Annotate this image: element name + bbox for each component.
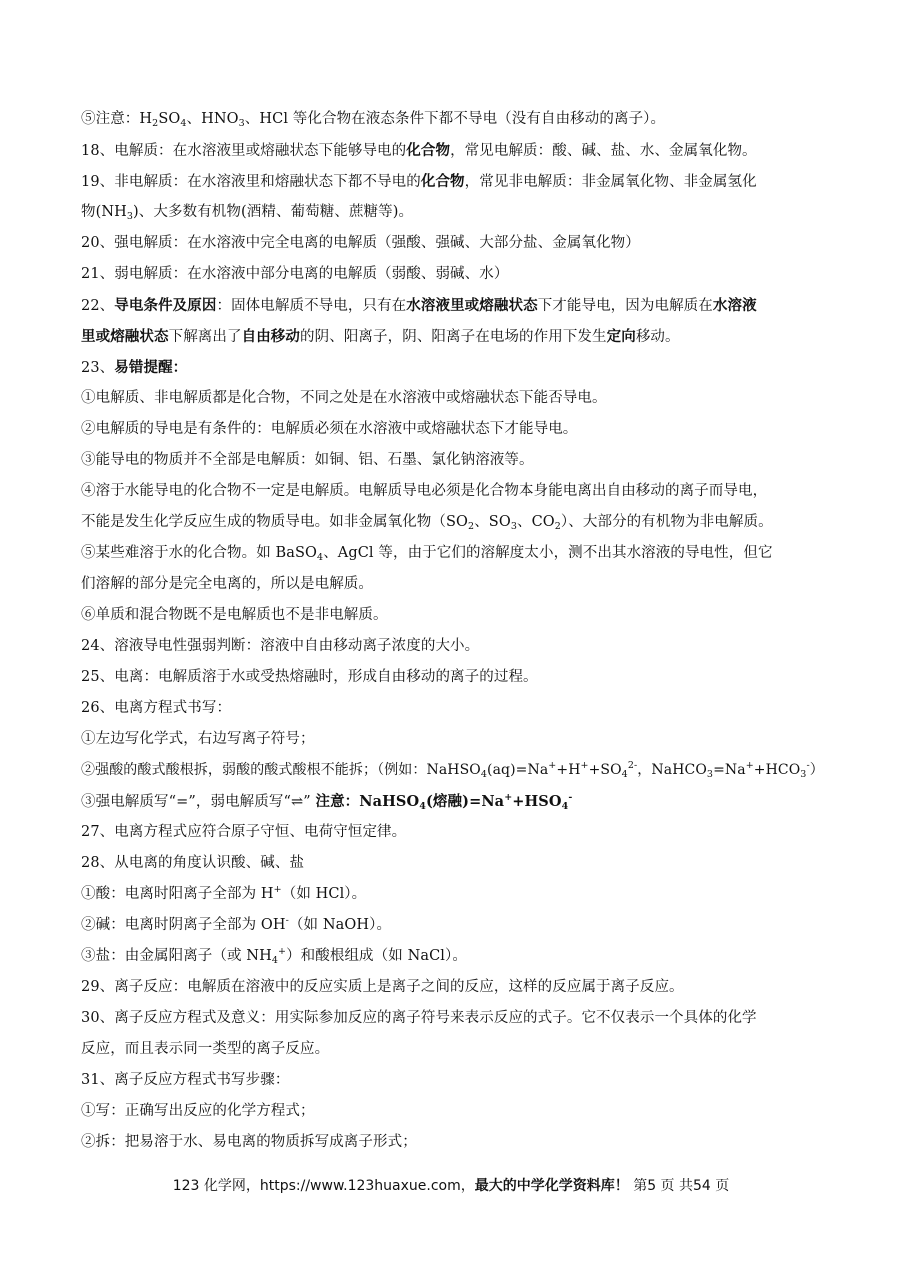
item-25: 25、电离：电解质溶于水或受热熔融时，形成自由移动的离子的过程。: [81, 669, 538, 685]
item-18: 18、电解质：在水溶液里或熔融状态下能够导电的化合物，常见电解质：酸、碱、盐、水、金属氧化物。: [81, 142, 757, 159]
footer-slogan: 最大的中学化学资料库！: [474, 1178, 629, 1194]
text-line: ①酸：电离时阳离子全部为 H+（如 HCl）。: [81, 884, 367, 902]
text-line: ①左边写化学式，右边写离子符号；: [81, 731, 315, 747]
text-line: ⑤某些难溶于水的化合物。如 BaSO$_4$、AgCl 等，由于它们的溶解度太小，测不出其水溶液的导电性，但它: [81, 545, 773, 563]
text-line: ①电解质、非电解质都是化合物，不同之处是在水溶液中或熔融状态下能否导电。: [81, 390, 607, 406]
text-line: 反应，而且表示同一类型的离子反应。: [81, 1041, 330, 1057]
footer-site: 123 化学网，https://www.123huaxue.com，: [172, 1178, 475, 1194]
text-line: ②电解质的导电是有条件的：电解质必须在水溶液中或熔融状态下才能导电。: [81, 421, 578, 437]
text-line: ①写：正确写出反应的化学方程式；: [81, 1103, 315, 1119]
text-line: ③强电解质写“=”，弱电解质写“⇌” 注意：NaHSO$_4$(熔融)$=Na^++HSO_4^-$: [81, 792, 573, 812]
item-24: 24、溶液导电性强弱判断：溶液中自由移动离子浓度的大小。: [81, 638, 480, 654]
text-line: 里或熔融状态下解离出了自由移动的阴、阳离子，阴、阳离子在电场的作用下发生定向移动。: [81, 328, 680, 345]
item-19: 19、非电解质：在水溶液里和熔融状态下都不导电的化合物，常见非电解质：非金属氧化物、非金属氢化: [81, 173, 757, 190]
text-line: ⑥单质和混合物既不是电解质也不是非电解质。: [81, 607, 388, 623]
item-21: 21、弱电解质：在水溶液中部分电离的电解质（弱酸、弱碱、水）: [81, 266, 509, 282]
text-line: ②碱：电离时阴离子全部为 OH-（如 NaOH）。: [81, 915, 392, 933]
text-line: 不能是发生化学反应生成的物质导电。如非金属氧化物（$SO_2$、$SO_3$、$CO_2$）、大部分的有机物为非电解质。: [81, 514, 773, 532]
text-line: 们溶解的部分是完全电离的，所以是电解质。: [81, 576, 373, 592]
item-20: 20、强电解质：在水溶液中完全电离的电解质（强酸、强碱、大部分盐、金属氧化物）: [81, 235, 640, 251]
text-line: ⑤注意：$H_2SO_4$、$HNO_3$、HCl 等化合物在液态条件下都不导电（没有自由移动的离子）。: [81, 111, 666, 129]
text-line: ②强酸的酸式酸根拆，弱酸的酸式酸根不能拆；（例如：$NaHSO_4(aq)=Na^++H^++SO_4^{2-}$，$NaHCO_3=Na^++HCO_3^-$）: [81, 760, 824, 780]
text-line: ③盐：由金属阳离子（或 $NH_4^+$）和酸根组成（如 NaCl）。: [81, 946, 467, 966]
item-31: 31、离子反应方程式书写步骤：: [81, 1072, 290, 1088]
item-22: 22、导电条件及原因：固体电解质不导电，只有在水溶液里或熔融状态下才能导电，因为电解质在水溶液: [81, 297, 757, 314]
item-29: 29、离子反应：电解质在溶液中的反应实质上是离子之间的反应，这样的反应属于离子反应。: [81, 979, 684, 995]
item-23: 23、易错提醒：: [81, 359, 188, 376]
item-28: 28、从电离的角度认识酸、碱、盐: [81, 855, 305, 871]
page-footer: [0, 1176, 902, 1196]
item-30: 30、离子反应方程式及意义：用实际参加反应的离子符号来表示反应的式子。它不仅表示一个具体的化学: [81, 1010, 757, 1026]
text-line: ④溶于水能导电的化合物不一定是电解质。电解质导电必须是化合物本身能电离出自由移动的离子而导电，: [81, 483, 768, 499]
text-line: ③能导电的物质并不全部是电解质：如铜、铝、石墨、氯化钠溶液等。: [81, 452, 534, 468]
item-26: 26、电离方程式书写：: [81, 700, 232, 716]
document-body: [81, 104, 831, 1158]
text-line: ②拆：把易溶于水、易电离的物质拆写成离子形式；: [81, 1134, 417, 1150]
text-line: 物$(NH_3)$、大多数有机物(酒精、葡萄糖、蔗糖等)。: [81, 204, 414, 222]
item-27: 27、电离方程式应符合原子守恒、电荷守恒定律。: [81, 824, 407, 840]
footer-page-number: 第5 页 共54 页: [628, 1178, 730, 1194]
